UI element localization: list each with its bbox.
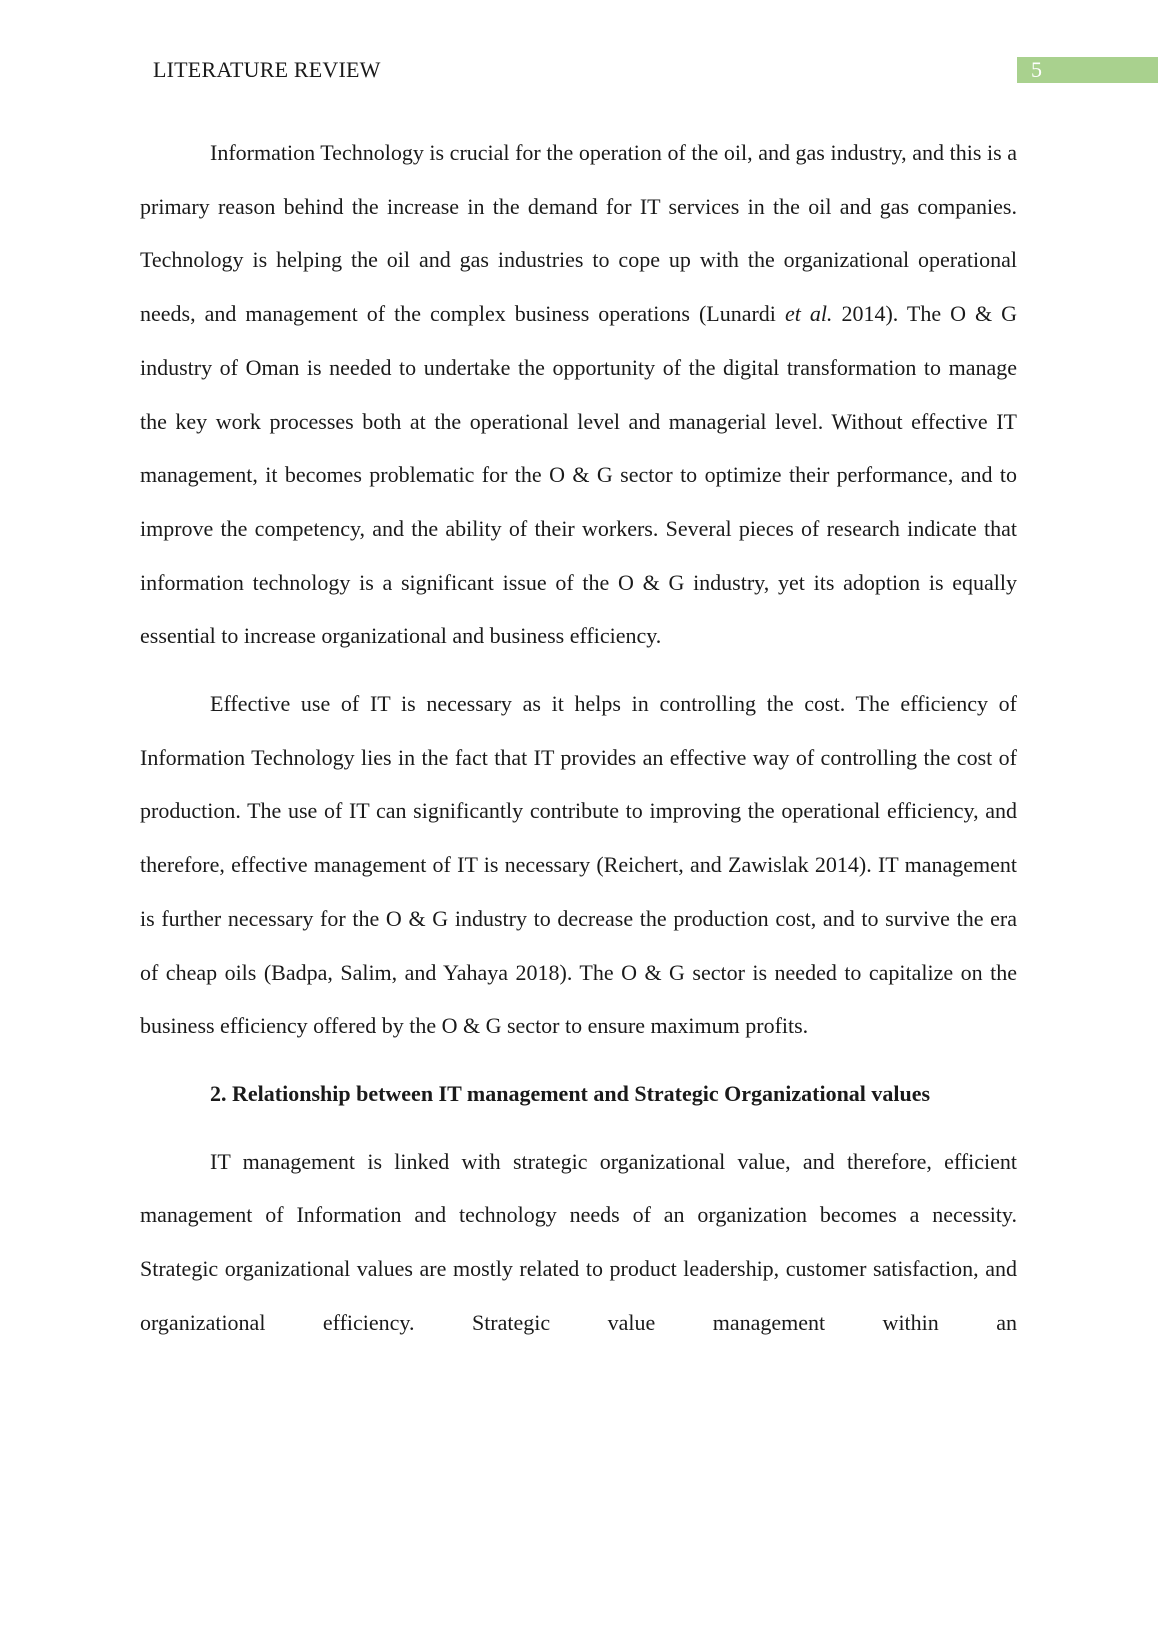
- paragraph-it-importance: [140, 126, 1017, 663]
- paragraph-text: 2014). The O & G industry of Oman is needed to undertake the opportunity of the digital transformation to manage the key work processes both at the operational level and managerial level. Without effective IT management, it becomes problematic for the O & G sector to optimize their performance, and to improve the competency, and the ability of their workers. Several pieces of research indicate that information technology is a significant issue of the O & G industry, yet its adoption is equally essential to increase organizational and business efficiency.: [140, 301, 1017, 649]
- paragraph-cost-control: Effective use of IT is necessary as it helps in controlling the cost. The efficiency of Information Technology lies in the fact that IT provides an effective way of controlling the cost of production. The use of IT can significantly contribute to improving the operational efficiency, and therefore, effective management of IT is necessary (Reichert, and Zawislak 2014). IT management is further necessary for the O & G industry to decrease the production cost, and to survive the era of cheap oils (Badpa, Salim, and Yahaya 2018). The O & G sector is needed to capitalize on the business efficiency offered by the O & G sector to ensure maximum profits.: [140, 691, 1017, 1039]
- citation-et-al: et al.: [784, 301, 833, 327]
- paragraph-strategic-values: IT management is linked with strategic organizational value, and therefore, efficient management of Information and technology needs of an organization becomes a necessity. Strategic organizational values are mostly related to product leadership, customer satisfaction, and organizational efficiency. Strategic value management within an: [140, 1148, 1017, 1335]
- document-body: [140, 126, 1017, 1363]
- running-header-title: LITERATURE REVIEW: [153, 57, 381, 82]
- section-heading: 2. Relationship between IT management and Strategic Organizational values: [210, 1080, 931, 1106]
- paragraph-text: Information Technology is crucial for the operation of the oil, and gas industry, and this is a primary reason behind the increase in the demand for IT services in the oil and gas companies. Technology is helping the oil and gas industries to cope up with the organizational operational needs, and management of the complex business operations (Lunardi: [140, 140, 1017, 327]
- page-number-badge: [1017, 57, 1158, 83]
- page-number: 5: [1031, 57, 1042, 82]
